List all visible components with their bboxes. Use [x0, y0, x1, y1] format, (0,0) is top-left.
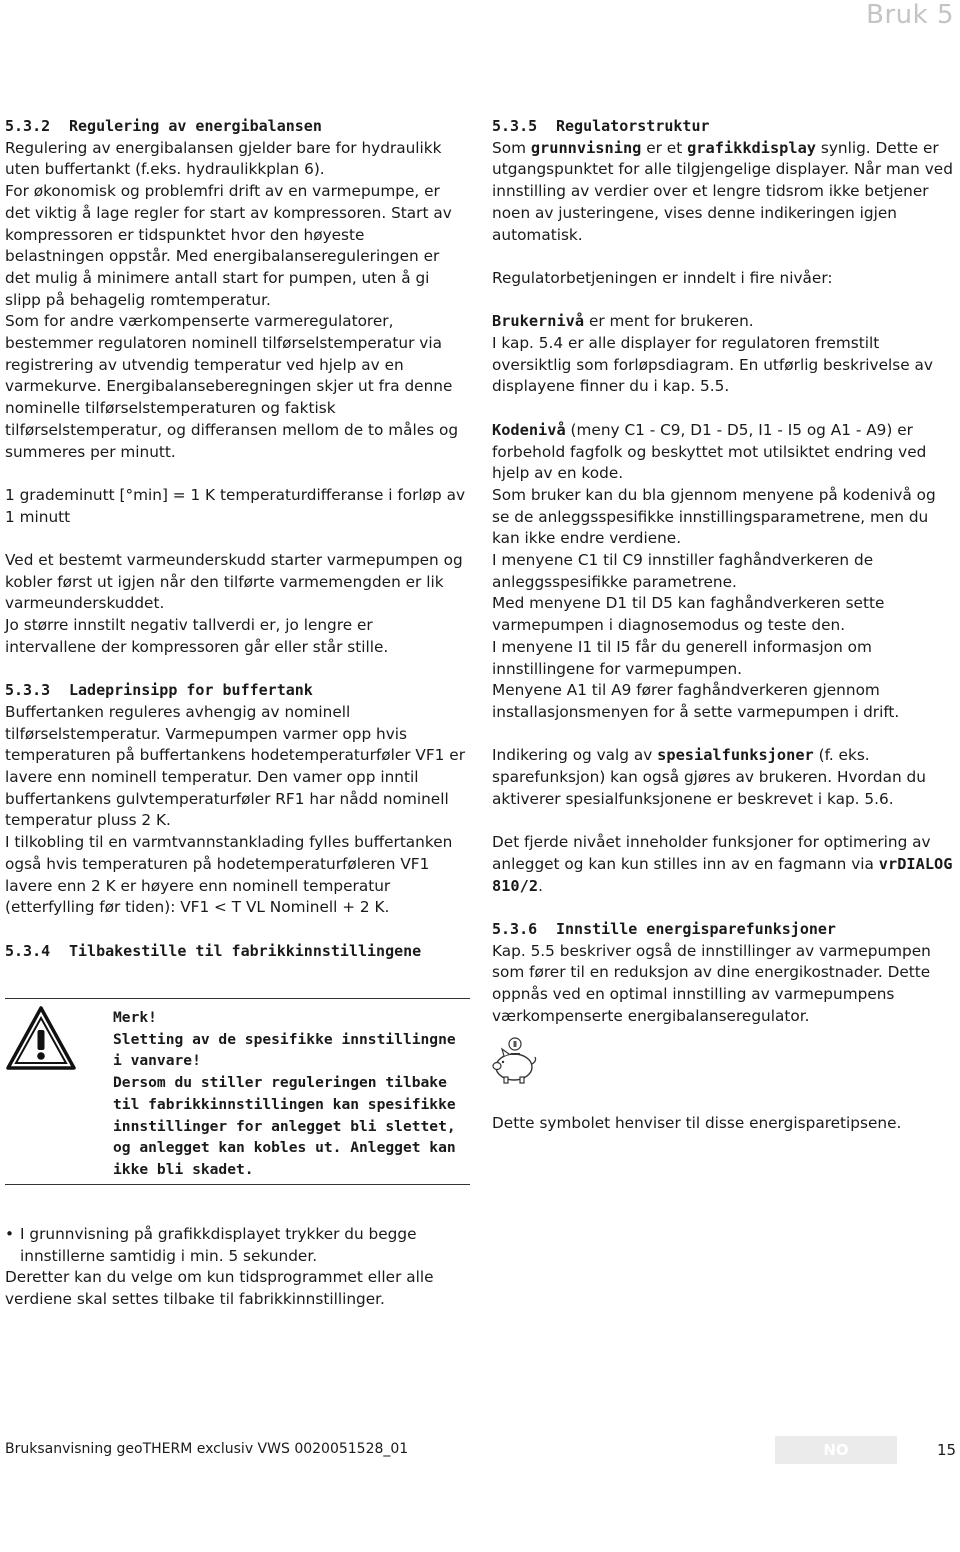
section-heading-532 [5, 116, 467, 138]
paragraph: Med menyene D1 til D5 kan faghåndverkeren sette varmepumpen i diagnosemodus og teste den. [492, 594, 885, 635]
bullet-item [5, 1224, 475, 1267]
paragraph-kodeniva: Kodenivå (meny C1 - C9, D1 - D5, I1 - I5 og A1 - A9) er forbehold fagfolk og beskyttet mot utilsiktet endring ved hjelp av en kode. [492, 420, 927, 483]
paragraph: I menyene I1 til I5 får du generell informasjon om innstillingene for varmepumpen. [492, 637, 872, 678]
section-title: Regulatorstruktur [556, 117, 710, 135]
note-heading: Merk! [113, 1009, 157, 1026]
paragraph: Indikering og valg av spesialfunksjoner (f. eks. sparefunksjon) kan også gjøres av brukeren. Hvordan du aktiverer spesialfunksjonene er beskrevet i kap. 5.6. [492, 746, 926, 808]
note-line-2: Dersom du stiller reguleringen tilbake til fabrikkinnstillingen kan spesifikke innstillinger for anlegget bli slettet, og anlegget kan kobles ut. Anlegget kan ikke bli skadet. [113, 1074, 456, 1178]
energy-icon-caption: Dette symbolet henviser til disse energisparetipsene. [492, 1114, 902, 1133]
section-title: Regulering av energibalansen [69, 117, 322, 135]
footer-document-title: Bruksanvisning geoTHERM exclusiv VWS 0020051528_01 [5, 1441, 409, 1457]
section-heading-536 [492, 919, 954, 941]
section-number: 5.3.4 [5, 941, 51, 960]
paragraph: For økonomisk og problemfri drift av en varmepumpe, er det viktig å lage regler for start av kompressoren. Start av kompressoren er tidspunktet hvor den høyeste belastningen oppstår. Med energibalansereguleringen er det mulig å minimere antall start for pumpen, uten å gi slipp på behagelig romtemperatur. [5, 182, 452, 309]
bullet-text: I grunnvisning på grafikkdisplayet trykker du begge innstillerne samtidig i min. 5 sekunder. [20, 1225, 417, 1265]
footer-language-badge: NO [775, 1436, 897, 1464]
left-column [5, 116, 467, 962]
section-title: Innstille energisparefunksjoner [556, 919, 836, 938]
paragraph: Buffertanken reguleres avhengig av nominell tilførselstemperatur. Varmepumpen varmer opp hvis temperaturen på buffertankens hodetemperaturføler VF1 er lavere enn nominell temperatur. Den vamer opp inntil buffertankens gulvtemperaturføler RF1 har nådd nominell temperatur pluss 2 K. [5, 702, 465, 830]
warning-triangle-icon [5, 1005, 77, 1071]
section-heading-534 [5, 941, 467, 963]
section-title: Ladeprinsipp for buffertank [69, 681, 313, 700]
warning-note-text [113, 1007, 468, 1181]
page-header-title: Bruk 5 [866, 0, 954, 30]
warning-note [5, 998, 470, 1185]
paragraph: Ved et bestemt varmeunderskudd starter varmepumpen og kobler først ut igjen når den tilførte varmemengden er lik varmeunderskuddet. [5, 551, 463, 613]
paragraph: Som bruker kan du bla gjennom menyene på kodenivå og se de anleggsspesifikke innstillingsparametrene, men du kan ikke endre verdiene. [492, 485, 936, 548]
paragraph: I menyene C1 til C9 innstiller faghåndverkeren de anleggsspesifikke parametrene. [492, 551, 874, 591]
section-number: 5.3.6 [492, 919, 538, 938]
footer-page-number: 15 [937, 1441, 957, 1459]
paragraph: Regulering av energibalansen gjelder bare for hydraulikk uten buffertankt (f.eks. hydraulikkplan 6). [5, 138, 442, 179]
paragraph: Det fjerde nivået inneholder funksjoner for optimering av anlegget og kan kun stilles inn av en fagmann via vrDIALOG 810/2. [492, 833, 953, 895]
section-heading-535 [492, 116, 954, 138]
right-column [492, 116, 954, 1135]
section-number: 5.3.3 [5, 681, 51, 700]
formula-paragraph: 1 grademinutt [°min] = 1 K temperaturdifferanse i forløp av 1 minutt [5, 485, 466, 526]
paragraph: I kap. 5.4 er alle displayer for regulatoren fremstilt oversiktlig som forløpsdiagram. En utførlig beskrivelse av displayene finner du i kap. 5.5. [492, 334, 933, 396]
bullet-mark: • [5, 1225, 15, 1243]
section-number: 5.3.2 [5, 117, 51, 135]
paragraph: Deretter kan du velge om kun tidsprogrammet eller alle verdiene skal settes tilbake til fabrikkinnstillinger. [5, 1268, 434, 1309]
paragraph: Kap. 5.5 beskriver også de innstillinger av varmepumpen som fører til en reduksjon av dine energikostnader. Dette oppnås ved en optimal innstilling av varmepumpens værkompenserte energibalanseregulator. [492, 941, 931, 1025]
paragraph: Jo større innstilt negativ tallverdi er, jo lengre er intervallene der kompressoren går eller står stille. [5, 616, 389, 656]
piggy-bank-icon [490, 1034, 538, 1086]
section-number: 5.3.5 [492, 117, 538, 135]
paragraph: Som for andre værkompenserte varmeregulatorer, bestemmer regulatoren nominell tilførselstemperatur via registrering av utvendig temperatur ved hjelp av en varmekurve. Energibalanseberegningen skjer ut fra denne nominelle tilførselstemperaturen og faktisk tilførselstemperatur, og differansen mellom de to måles og summeres per minutt. [5, 312, 459, 461]
reset-instructions [5, 1224, 475, 1311]
paragraph: Regulatorbetjeningen er inndelt i fire nivåer: [492, 268, 833, 287]
note-line-1: Sletting av de spesifikke innstillingne i vanvare! [113, 1030, 456, 1070]
paragraph: I tilkobling til en varmtvannstanklading fylles buffertanken også hvis temperaturen på hodetemperaturføleren VF1 lavere enn 2 K er høyere enn nominell temperatur (etterfylling før tiden): VF1 < T VL Nominell + 2 K. [5, 833, 453, 917]
paragraph: Som grunnvisning er et grafikkdisplay synlig. Dette er utgangspunktet for alle tilgjengelige displayer. Når man ved innstilling av verdier over et lengre tidsrom ikke betjener noen av justeringene, vises denne indikeringen igjen automatisk. [492, 138, 953, 244]
paragraph-brukerniva: Brukernivå er ment for brukeren. [492, 312, 754, 331]
paragraph: Menyene A1 til A9 fører faghåndverkeren gjennom installasjonsmenyen for å sette varmepumpen i drift. [492, 681, 900, 721]
section-heading-533 [5, 680, 467, 702]
section-title: Tilbakestille til fabrikkinnstillingene [69, 941, 422, 960]
